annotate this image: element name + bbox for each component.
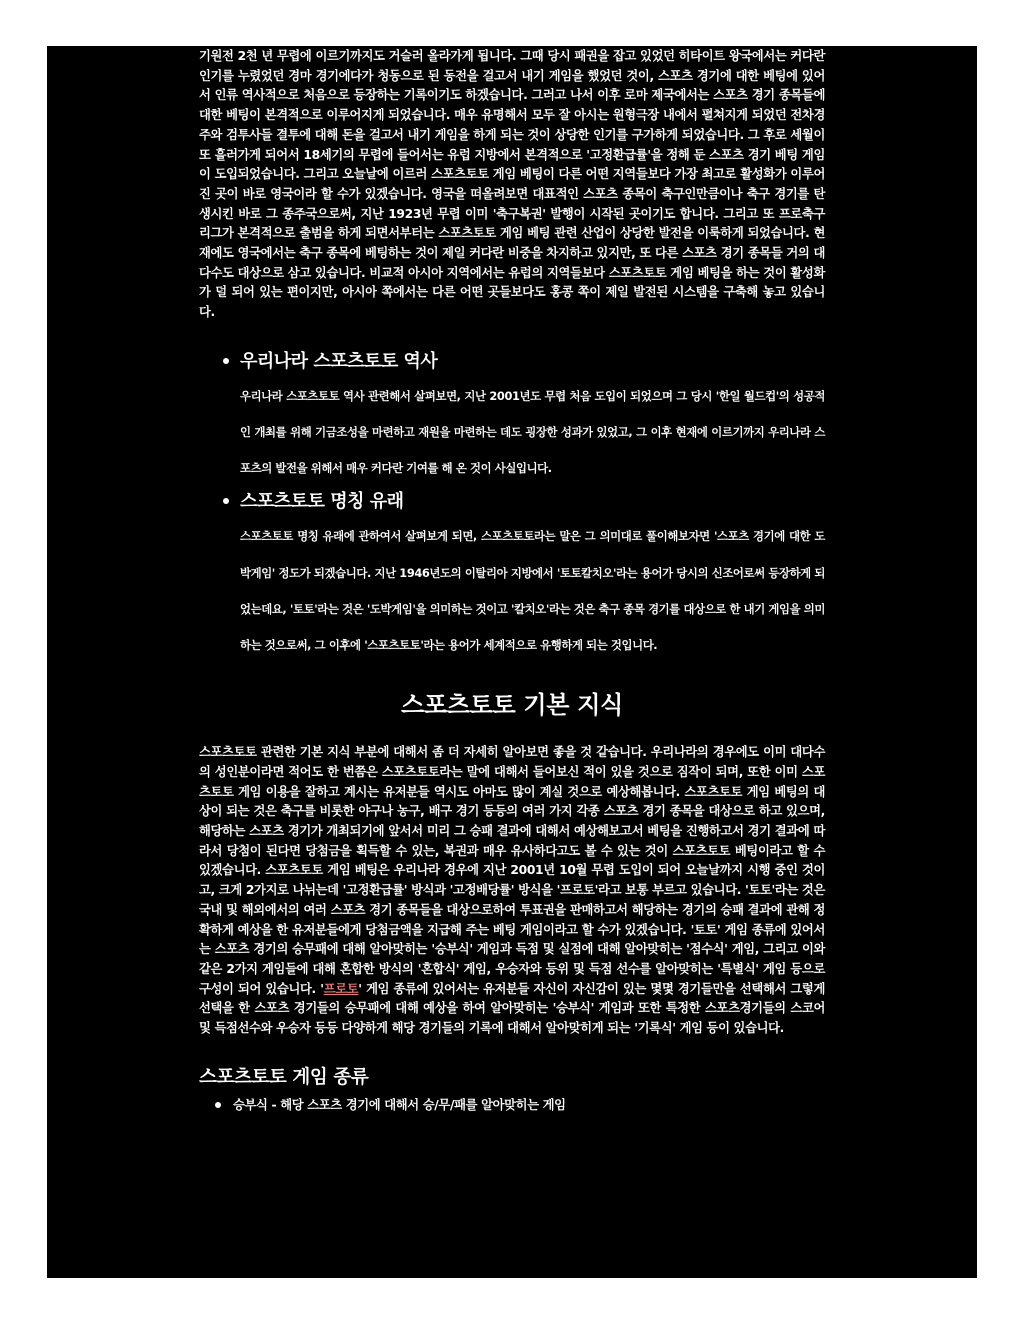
bullet-dot-icon: [223, 498, 229, 504]
list-item: [199, 1095, 825, 1115]
bullet-body: 스포츠토토 명칭 유래에 관하여서 살펴보게 되면, 스포츠토토라는 말은 그 의미대로 풀이해보자면 '스포츠 경기에 대한 도박게임' 정도가 되겠습니다. 지난 1946년도의 이탈리아 지방에서 '토토칼치오'라는 용어가 당시의 신조어로써 등장하게 되었는데요, '토토'라는 것은 '도박게임'을 의미하는 것이고 '칼치오'라는 것은 축구 종목 경기를 대상으로 한 내기 게임을 의미하는 것으로써, 그 이후에 '스포츠토토'라는 용어가 세계적으로 유행하게 되는 것입니다.: [240, 529, 825, 653]
basics-text-part-1: 스포츠토토 관련한 기본 지식 부분에 대해서 좀 더 자세히 알아보면 좋을 것 같습니다. 우리나라의 경우에도 이미 대다수의 성인분이라면 적어도 한 번쯤은 스포츠토토라는 말에 대해서 들어보신 적이 있을 것으로 짐작이 되며, 또한 이미 스포츠토토 게임 이용을 잘하고 계시는 유저분들 역시도 아마도 많이 계실 것으로 예상해봅니다. 스포츠토토 게임 베팅의 대상이 되는 것은 축구를 비롯한 야구나 농구, 배구 경기 등등의 여러 가지 각종 스포츠 경기 종목을 대상으로 하고 있으며, 해당하는 스포츠 경기가 개최되기에 앞서서 미리 그 승패 결과에 대해서 예상해보고서 베팅을 진행하고서 경기 결과에 따라서 당첨이 된다면 당첨금을 획득할 수 있는, 복권과 매우 유사하다고도 볼 수 있는 것이 스포츠토토 베팅이라고 할 수 있겠습니다. 스포츠토토 게임 베팅은 우리나라 경우에 지난 2001년 10월 무렵 도입이 되어 오늘날까지 시행 중인 것이고, 크게 2가지로 나뉘는데 '고정환급률' 방식과 '고정배당률' 방식을 '프로토'라고 보통 부르고 있습니다. '토토'라는 것은 국내 및 해외에서의 여러 스포츠 경기 종목들을 대상으로하여 투표권을 판매하고서 해당하는 경기의 승패 결과에 관해 정확하게 예상을 한 유저분들에게 당첨금액을 지급해 주는 베팅 게임이라고 할 수가 있겠습니다. '토토' 게임 종류에 있어서는 스포츠 경기의 승무패에 대해 알아맞히는 '승부식' 게임과 득점 및 실점에 대해 알아맞히는 '점수식' 게임, 그리고 이와 같은 2가지 게임들에 대해 혼합한 방식의 '혼합식' 게임, 우승자와 등위 및 득점 선수를 알아맞히는 '특별식' 게임 등으로 구성이 되어 있습니다. ': [199, 745, 825, 996]
bullet-dot-icon: [223, 358, 229, 364]
history-bullet-list: [199, 350, 825, 663]
bullet-korea-history: [199, 350, 825, 487]
bullet-body: 우리나라 스포츠토토 역사 관련해서 살펴보면, 지난 2001년도 무렵 처음 도입이 되었으며 그 당시 '한일 월드컵'의 성공적인 개최를 위해 기금조성을 마련하고 재원을 마련하는 데도 굉장한 성과가 있었고, 그 이후 현재에 이르기까지 우리나라 스포츠의 발전을 위해서 매우 커다란 기여를 해 온 것이 사실입니다.: [240, 388, 825, 476]
document-page: [47, 46, 977, 1278]
game-types-list: [199, 1095, 825, 1115]
bullet-heading: 스포츠토토 명칭 유래: [240, 491, 404, 513]
article-content: [199, 46, 825, 1115]
basics-paragraph: [199, 743, 825, 1039]
bullet-name-origin: [199, 490, 825, 663]
game-type-text: 승부식 - 해당 스포츠 경기에 대해서 승/무/패를 알아맞히는 게임: [233, 1097, 566, 1112]
intro-paragraph: 기원전 2천 년 무렵에 이르기까지도 거슬러 올라가게 됩니다. 그때 당시 패권을 잡고 있었던 히타이트 왕국에서는 커다란 인기를 누렸었던 경마 경기에다가 청동으로 된 동전을 걸고서 내기 게임을 했었던 것이, 스포츠 경기에 대한 베팅에 있어서 인류 역사적으로 처음으로 등장하는 기록이기도 하겠습니다. 그러고 나서 이후 로마 제국에서는 스포츠 경기 종목들에 대한 베팅이 본격적으로 이루어지게 되었습니다. 매우 유명해서 모두 잘 아시는 원형극장 내에서 펼쳐지게 되었던 전차경주와 검투사들 결투에 대해 돈을 걸고서 내기 게임을 하게 되는 것이 상당한 인기를 구가하게 되었습니다. 그 후로 세월이 또 흘러가게 되어서 18세기의 무렵에 들어서는 유럽 지방에서 본격적으로 '고정환급률'을 정해 둔 스포츠 경기 베팅 게임이 도입되었습니다. 그리고 오늘날에 이르러 스포츠토토 게임 베팅이 다른 어떤 지역들보다 가장 최고로 활성화가 이루어진 곳이 바로 영국이라 할 수가 있겠습니다. 영국을 떠올려보면 대표적인 스포츠 종목이 축구인만큼이나 축구 경기를 탄생시킨 바로 그 종주국으로써, 지난 1923년 무렵 이미 '축구복권' 발행이 시작된 곳이기도 합니다. 그리고 또 프로축구 리그가 본격적으로 출범을 하게 되면서부터는 스포츠토토 게임 베팅 관련 산업이 상당한 발전을 이룩하게 되었습니다. 현재에도 영국에서는 축구 종목에 베팅하는 것이 제일 커다란 비중을 차지하고 있지만, 또 다른 스포츠 경기 종목들 거의 대다수도 대상으로 삼고 있습니다. 비교적 아시아 지역에서는 유럽의 지역들보다 스포츠토토 게임 베팅을 하는 것이 활성화가 덜 되어 있는 편이지만, 아시아 쪽에서는 다른 어떤 곳들보다도 홍콩 쪽이 제일 발전된 시스템을 구축해 놓고 있습니다.: [199, 49, 825, 320]
bullet-dot-icon: [215, 1102, 221, 1108]
proto-link[interactable]: 프로토: [323, 981, 359, 996]
section-title: 스포츠토토 기본 지식: [400, 691, 624, 720]
bullet-heading: 우리나라 스포츠토토 역사: [240, 350, 438, 372]
game-types-heading: 스포츠토토 게임 종류: [199, 1066, 369, 1088]
basics-text-part-2: ' 게임 종류에 있어서는 유저분들 자신이 자신감이 있는 몇몇 경기들만을 선택해서 그렇게 선택을 한 스포츠 경기들의 승무패에 대해 예상을 하여 알아맞히는 '승부식' 게임과 또한 특정한 스포츠경기들의 스코어 및 득점선수와 우승자 등등 다양하게 해당 경기들의 기록에 대해서 알아맞히게 되는 '기록식' 게임 등이 있습니다.: [199, 981, 825, 1036]
